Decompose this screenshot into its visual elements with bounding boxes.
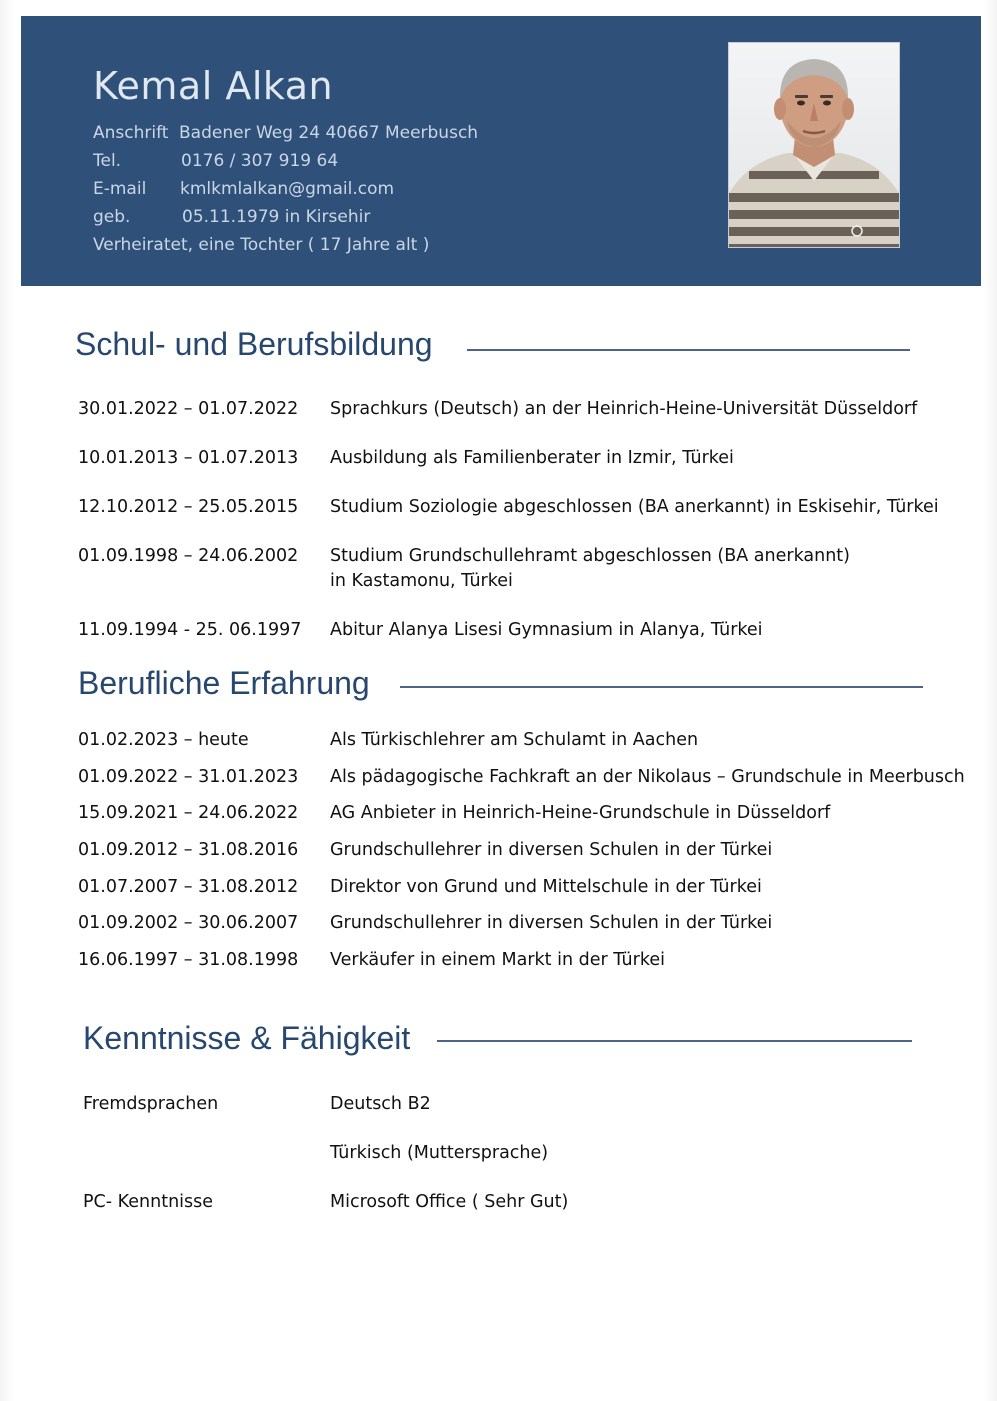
education-dates: 10.01.2013 – 01.07.2013	[78, 448, 299, 468]
pc-label: PC- Kenntnisse	[83, 1192, 214, 1212]
education-dates: 30.01.2022 – 01.07.2022	[78, 399, 299, 419]
experience-text: Grundschullehrer in diversen Schulen in der Türkei	[330, 840, 773, 860]
skills-section-title: Kenntnisse & Fähigkeit	[83, 1020, 411, 1056]
experience-text: Grundschullehrer in diversen Schulen in der Türkei	[330, 913, 773, 933]
address-line	[93, 123, 479, 143]
education-dates: 01.09.1998 – 24.06.2002	[78, 546, 299, 566]
skills-divider	[437, 1040, 912, 1042]
education-text-line2: in Kastamonu, Türkei	[330, 571, 513, 591]
education-dates: 11.09.1994 - 25. 06.1997	[78, 620, 302, 640]
email-line	[93, 179, 395, 199]
family-status: Verheiratet, eine Tochter ( 17 Jahre alt )	[93, 235, 430, 255]
experience-dates: 01.09.2002 – 30.06.2007	[78, 913, 299, 933]
education-section-title: Schul- und Berufsbildung	[75, 326, 433, 362]
address-value: Badener Weg 24 40667 Meerbusch	[179, 123, 479, 143]
experience-dates: 01.09.2022 – 31.01.2023	[78, 767, 299, 787]
profile-photo	[728, 42, 900, 248]
education-text: Ausbildung als Familienberater in Izmir, Türkei	[330, 448, 734, 468]
experience-text: Als Türkischlehrer am Schulamt in Aachen	[330, 730, 699, 750]
education-text: Studium Grundschullehramt abgeschlossen (BA anerkannt)	[330, 546, 851, 566]
experience-dates: 01.07.2007 – 31.08.2012	[78, 877, 299, 897]
experience-dates: 15.09.2021 – 24.06.2022	[78, 803, 299, 823]
phone-value: 0176 / 307 919 64	[181, 151, 339, 171]
email-label: E-mail	[93, 179, 147, 199]
experience-section-title: Berufliche Erfahrung	[78, 665, 370, 701]
education-text: Sprachkurs (Deutsch) an der Heinrich-Heine-Universität Düsseldorf	[330, 399, 918, 419]
language-1: Deutsch B2	[330, 1094, 431, 1114]
experience-dates: 01.09.2012 – 31.08.2016	[78, 840, 299, 860]
languages-label: Fremdsprachen	[83, 1094, 219, 1114]
phone-label: Tel.	[93, 151, 122, 171]
header-banner	[21, 16, 981, 286]
birth-value: 05.11.1979 in Kirsehir	[182, 207, 371, 227]
portrait-image	[729, 43, 899, 247]
experience-divider	[400, 686, 923, 688]
experience-text: Als pädagogische Fachkraft an der Nikolaus – Grundschule in Meerbusch	[330, 767, 965, 787]
education-divider	[467, 349, 910, 351]
language-2: Türkisch (Muttersprache)	[330, 1143, 549, 1163]
education-dates: 12.10.2012 – 25.05.2015	[78, 497, 299, 517]
education-text: Abitur Alanya Lisesi Gymnasium in Alanya, Türkei	[330, 620, 763, 640]
birth-line	[93, 207, 371, 227]
experience-dates: 16.06.1997 – 31.08.1998	[78, 950, 299, 970]
pc-value: Microsoft Office ( Sehr Gut)	[330, 1192, 569, 1212]
birth-label: geb.	[93, 207, 131, 227]
education-text: Studium Soziologie abgeschlossen (BA anerkannt) in Eskisehir, Türkei	[330, 497, 939, 517]
email-value: kmlkmlalkan@gmail.com	[180, 179, 395, 199]
experience-text: Direktor von Grund und Mittelschule in der Türkei	[330, 877, 762, 897]
address-label: Anschrift	[93, 123, 169, 143]
experience-text: Verkäufer in einem Markt in der Türkei	[330, 950, 665, 970]
experience-dates: 01.02.2023 – heute	[78, 730, 249, 750]
phone-line	[93, 151, 339, 171]
experience-text: AG Anbieter in Heinrich-Heine-Grundschule in Düsseldorf	[330, 803, 831, 823]
person-name: Kemal Alkan	[93, 64, 334, 108]
